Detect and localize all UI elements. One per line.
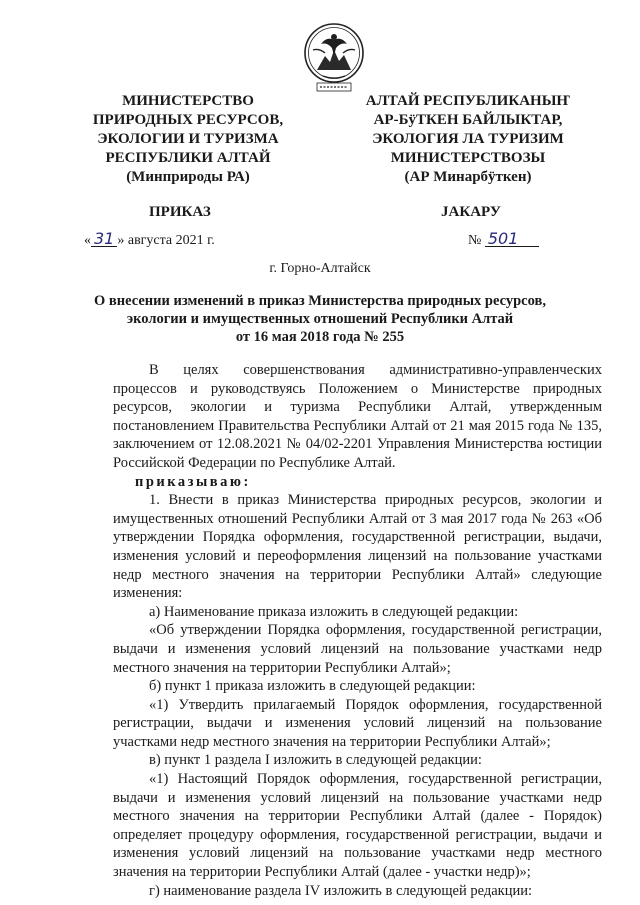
ministry-name-altai <box>342 92 594 187</box>
header-left-line: ЭКОЛОГИИ И ТУРИЗМА <box>97 131 279 147</box>
paragraph-item-1: 1. Внести в приказ Министерства природных ресурсов, экологии и имущественных отношений Республики Алтай от 3 мая 2017 года № 263 «Об утверждении Порядка оформления, государственной регистрации, выдачи, изменения условий и переоформления лицензий на пользование участками недр местного значения на территории Республики Алтай» следующие изменения: <box>113 492 602 602</box>
title-line: О внесении изменений в приказ Министерства природных ресурсов, <box>94 293 546 309</box>
header-left-line: (Минприроды РА) <box>126 169 250 185</box>
date-prefix: « <box>84 233 91 248</box>
paragraph-quote-b: «1) Утвердить прилагаемый Порядок оформления, государственной регистрации, выдачи и изменения условий лицензий на пользование участками недр местного значения на территории Республики Алтай»; <box>113 696 602 750</box>
number-value-handwritten: 501 <box>485 232 539 247</box>
number-label: № <box>468 233 482 248</box>
order-title-altai: JАКАРУ <box>441 204 501 220</box>
preamble-paragraph: В целях совершенствования административно-управленческих процессов и руководствуясь Положением о Министерстве природных ресурсов, экологии и туризма Республики Алтай, утвержденным постановлением Правительства Республики Алтай от 21 мая 2015 года № 135, заключением от 12.08.2021 № 04/02-2201 Управления Министерства юстиции Российской Федерации по Республике Алтай. <box>113 362 602 471</box>
header-right-line: АР-БÿТКЕН БАЙЛЫКТАР, <box>373 112 563 128</box>
title-line: экологии и имущественных отношений Республики Алтай <box>126 311 514 327</box>
title-line: от 16 мая 2018 года № 255 <box>235 329 405 345</box>
header-right-line: ЭКОЛОГИЯ ЛА ТУРИЗИМ <box>372 131 564 147</box>
paragraph-quote-v: «1) Настоящий Порядок оформления, государственной регистрации, выдачи и изменения условий лицензий на пользование участками недр местного значения на территории Республики Алтай (далее - Порядок) определяет процедуру оформления, государственной регистрации, выдачи и изменения условий лицензий на пользование участками недр местного значения на территории Республики Алтай (далее - участки недр)»; <box>113 771 602 881</box>
paragraph-item-a: а) Наименование приказа изложить в следующей редакции: <box>149 603 519 620</box>
order-title-russian: ПРИКАЗ <box>149 204 211 220</box>
document-title <box>70 292 570 346</box>
header-right-line: (АР Минарбÿткен) <box>404 169 532 185</box>
paragraph-quote-a: «Об утверждении Порядка оформления, государственной регистрации, выдачи и изменения условий лицензий на пользование участками недр местного значения на территории Республики Алтай»; <box>113 622 602 676</box>
paragraph-item-b: б) пункт 1 приказа изложить в следующей редакции: <box>149 678 476 695</box>
order-number <box>468 229 539 249</box>
city-line: г. Горно-Алтайск <box>269 261 371 276</box>
paragraph-item-v: в) пункт 1 раздела I изложить в следующей редакции: <box>149 752 482 769</box>
paragraph-item-g: г) наименование раздела IV изложить в следующей редакции: <box>149 882 533 899</box>
header-left-line: МИНИСТЕРСТВО <box>122 93 254 109</box>
coat-of-arms-emblem <box>303 20 365 94</box>
order-date <box>84 229 215 249</box>
order-verb: приказываю: <box>135 473 251 490</box>
document-body <box>113 361 602 900</box>
header-right-line: АЛТАЙ РЕСПУБЛИКАНЫҤ <box>365 93 571 109</box>
ministry-name-russian <box>62 92 314 187</box>
header-right-line: МИНИСТЕРСТВОЗЫ <box>390 150 546 166</box>
header-left-line: ПРИРОДНЫХ РЕСУРСОВ, <box>92 112 284 128</box>
date-suffix: » августа 2021 г. <box>117 233 215 248</box>
header-left-line: РЕСПУБЛИКИ АЛТАЙ <box>105 150 271 166</box>
date-day-handwritten: 31 <box>91 232 117 247</box>
